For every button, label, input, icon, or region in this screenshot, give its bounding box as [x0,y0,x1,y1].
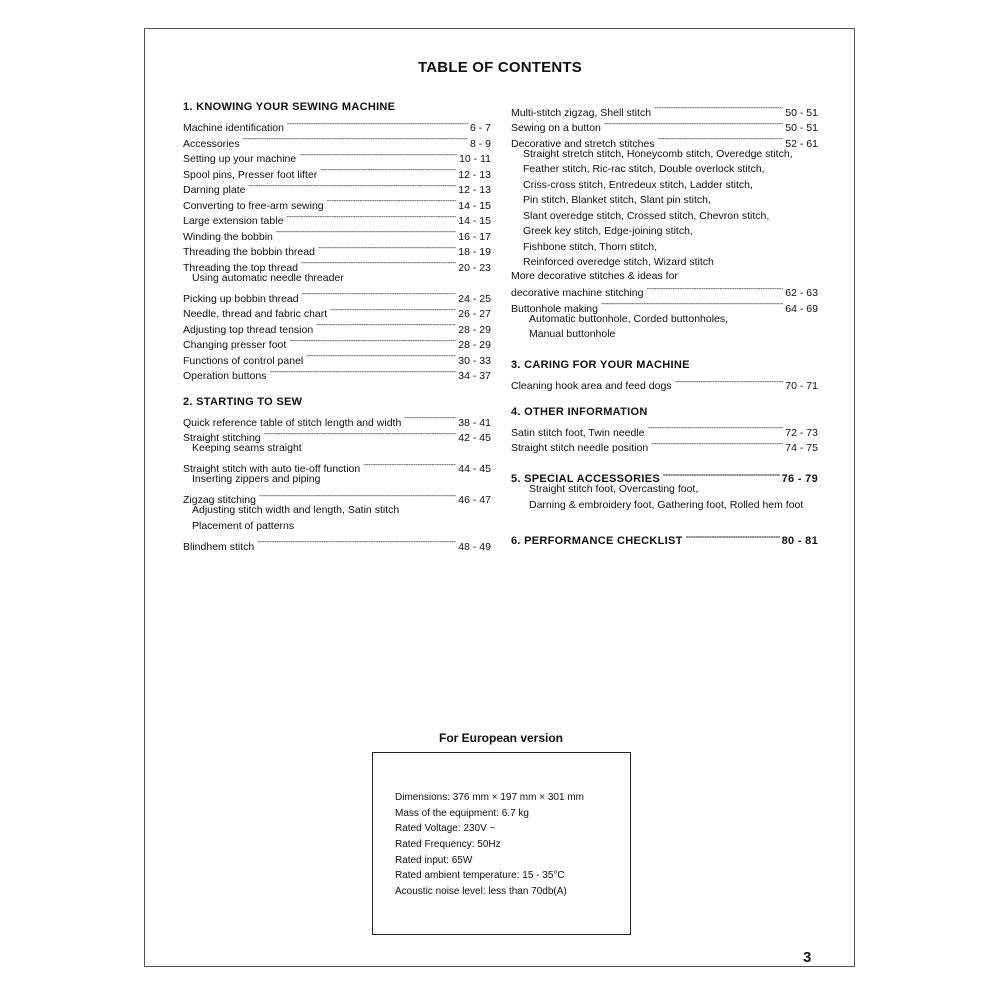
section-heading-entry [511,529,818,545]
toc-entry-label: Spool pins, Presser foot lifter [183,168,318,181]
toc-entry-pages: 28 - 29 [458,339,491,351]
toc-subentry: Criss-cross stitch, Entredeux stitch, Ladder stitch, [523,178,753,191]
dot-leader [675,374,784,390]
spec-line: Rated ambient temperature: 15 - 35°C [395,870,565,882]
spec-line: Acoustic noise level: less than 70db(A) [395,886,567,898]
dot-leader [286,209,456,225]
dot-leader [320,162,456,178]
toc-entry-pages: 6 - 7 [469,122,491,134]
toc-entry [183,116,491,132]
dot-leader [316,317,456,333]
toc-entry-label: Buttonhole making [511,302,598,315]
dot-leader [299,147,457,163]
toc-entry-label: Blindhem stitch [183,540,255,553]
toc-entry-pages: 26 - 27 [458,308,491,320]
dot-leader [243,131,468,147]
toc-subentry: Slant overedge stitch, Crossed stitch, Chevron stitch, [523,209,770,222]
dot-leader [276,224,456,240]
dot-leader [651,436,783,452]
toc-subentry: Pin stitch, Blanket stitch, Slant pin stitch, [523,194,711,206]
toc-entry-pages: 46 - 47 [458,494,491,506]
dot-leader [663,467,780,483]
toc-subentry: Reinforced overedge stitch, Wizard stitch [523,256,714,268]
toc-entry-label: Straight stitch with auto tie-off function [183,463,361,475]
dot-leader [686,529,780,545]
section-heading-entry [511,467,818,483]
toc-subentry: Automatic buttonhole, Corded buttonholes, [529,312,729,325]
toc-entry-label: Changing presser foot [183,339,287,351]
dot-leader [654,100,783,116]
spec-line: Rated Voltage: 230V ~ [395,823,496,835]
toc-entry [183,286,491,305]
spec-line: Rated input: 65W [395,854,473,866]
toc-entry-pages: 52 - 61 [785,137,818,150]
dot-leader [404,410,456,426]
toc-entry-label: 6. PERFORMANCE CHECKLIST [511,535,683,547]
toc-right-column [511,100,818,547]
toc-entry-label: 5. SPECIAL ACCESSORIES [511,473,661,485]
toc-entry-pages: 74 - 75 [785,442,818,454]
dot-leader [647,420,783,436]
section-heading: 3. CARING FOR YOUR MACHINE [511,359,690,371]
dot-leader [647,281,784,297]
dot-leader [302,286,457,302]
toc-entry [511,281,818,297]
toc-entry-label: Multi-stitch zigzag, Shell stitch [511,106,652,119]
toc-entry [183,410,491,429]
european-version-title: For European version [438,731,564,745]
toc-entry-pages: 24 - 25 [458,292,491,305]
dot-leader [306,348,456,364]
toc-entry-pages: 10 - 11 [459,153,491,165]
toc-entry-label: Sewing on a button [511,122,601,134]
toc-subentry: Inserting zippers and piping [192,473,321,485]
toc-entry-pages: 38 - 41 [458,416,491,429]
section-heading: 2. STARTING TO SEW [183,395,303,408]
toc-entry-label: Cleaning hook area and feed dogs [511,380,672,392]
toc-entry-label: Large extension table [183,215,284,227]
dot-leader [604,116,783,132]
toc-entry [183,457,491,473]
toc-entry-continued: More decorative stitches & ideas for [511,269,678,282]
dot-leader [269,364,456,380]
toc-entry-pages: 8 - 9 [469,137,491,150]
toc-entry-pages: 48 - 49 [458,540,491,553]
dot-leader [287,116,468,132]
toc-entry-pages: 42 - 45 [458,432,491,444]
toc-entry-label: Darning plate [183,184,246,196]
dot-leader [257,534,456,550]
toc-subentry: Feather stitch, Ric-rac stitch, Double overlock stitch, [523,163,765,175]
toc-entry-label: Needle, thread and fabric chart [183,308,328,320]
dot-leader [264,426,457,442]
dot-leader [601,296,783,312]
dot-leader [289,333,456,349]
toc-entry-pages: 64 - 69 [785,302,818,315]
section-spacer [511,513,818,529]
toc-subentry: Using automatic needle threader [192,271,344,284]
toc-entry-label: Threading the top thread [183,261,298,274]
toc-entry-label: Threading the bobbin thread [183,246,315,258]
toc-subentry: Placement of patterns [192,519,295,532]
toc-entry [511,374,818,390]
dot-leader [327,193,457,209]
toc-entry-label: Machine identification [183,122,284,134]
toc-entry [183,534,491,553]
toc-entry-pages: 62 - 63 [785,287,818,299]
toc-entry-label: Functions of control panel [183,354,304,367]
dot-leader [259,488,456,504]
dot-leader [363,457,456,473]
toc-entry-pages: 18 - 19 [458,246,491,258]
dot-leader [330,302,456,318]
toc-entry-pages: 12 - 13 [458,168,491,181]
toc-subentry: Greek key stitch, Edge-joining stitch, [523,225,693,237]
dot-leader [301,255,456,271]
toc-entry-label: Straight stitch needle position [511,442,649,454]
toc-subentry: Keeping seams straight [192,442,302,454]
toc-entry [511,420,818,439]
toc-subentry: Manual buttonhole [529,328,616,340]
toc-entry-label: Accessories [183,137,240,150]
toc-entry-label: Converting to free-arm sewing [183,199,324,212]
toc-entry-pages: 76 - 79 [781,473,818,485]
toc-entry-pages: 14 - 15 [458,199,491,212]
dot-leader [318,240,456,256]
toc-entry-pages: 80 - 81 [781,535,818,547]
toc-entry-pages: 72 - 73 [785,426,818,439]
toc-entry-label: Operation buttons [183,370,267,382]
toc-entry-pages: 20 - 23 [458,261,491,274]
dot-leader [658,131,784,147]
toc-subentry: Fishbone stitch, Thorn stitch, [523,240,658,253]
toc-entry-label: Adjusting top thread tension [183,323,314,336]
page-number: 3 [803,949,812,966]
page-title: TABLE OF CONTENTS [418,59,582,76]
toc-entry-label: Zigzag stitching [183,494,256,506]
toc-entry-label: Winding the bobbin [183,230,273,243]
toc-subentry: Adjusting stitch width and length, Satin stitch [192,504,400,516]
section-heading: 4. OTHER INFORMATION [511,405,648,418]
spec-line: Rated Frequency: 50Hz [395,839,501,851]
toc-entry-pages: 28 - 29 [458,323,491,336]
toc-subentry: Straight stitch foot, Overcasting foot, [529,483,699,495]
toc-entry-label: Quick reference table of stitch length and width [183,416,402,429]
toc-entry-label: Setting up your machine [183,153,297,165]
toc-entry-pages: 12 - 13 [458,184,491,196]
toc-entry-pages: 70 - 71 [785,380,818,392]
spec-line: Dimensions: 376 mm × 197 mm × 301 mm [395,792,584,803]
toc-entry-pages: 30 - 33 [458,354,491,367]
toc-left-column [183,100,491,553]
toc-entry-pages: 16 - 17 [458,230,491,243]
toc-entry-pages: 34 - 37 [458,370,491,382]
section-spacer [511,343,818,359]
toc-entry-label: Satin stitch foot, Twin needle [511,426,645,439]
toc-entry-pages: 50 - 51 [785,106,818,119]
toc-entry-label: Decorative and stretch stitches [511,137,655,150]
toc-subentry: Straight stretch stitch, Honeycomb stitch, Overedge stitch, [523,147,793,160]
toc-entry-label: Picking up bobbin thread [183,292,299,305]
toc-subentry: Darning & embroidery foot, Gathering foot, Rolled hem foot [529,498,804,511]
toc-entry-pages: 14 - 15 [458,215,491,227]
toc-entry-pages: 50 - 51 [785,122,818,134]
toc-entry-pages: 44 - 45 [458,463,491,475]
toc-entry [511,100,818,119]
section-heading: 1. KNOWING YOUR SEWING MACHINE [183,101,396,113]
toc-entry [183,488,491,504]
spec-line: Mass of the equipment: 6.7 kg [395,807,529,819]
dot-leader [248,178,456,194]
european-spec-box [372,752,631,935]
toc-entry-label: decorative machine stitching [511,287,644,299]
toc-entry-label: Straight stitching [183,432,261,444]
